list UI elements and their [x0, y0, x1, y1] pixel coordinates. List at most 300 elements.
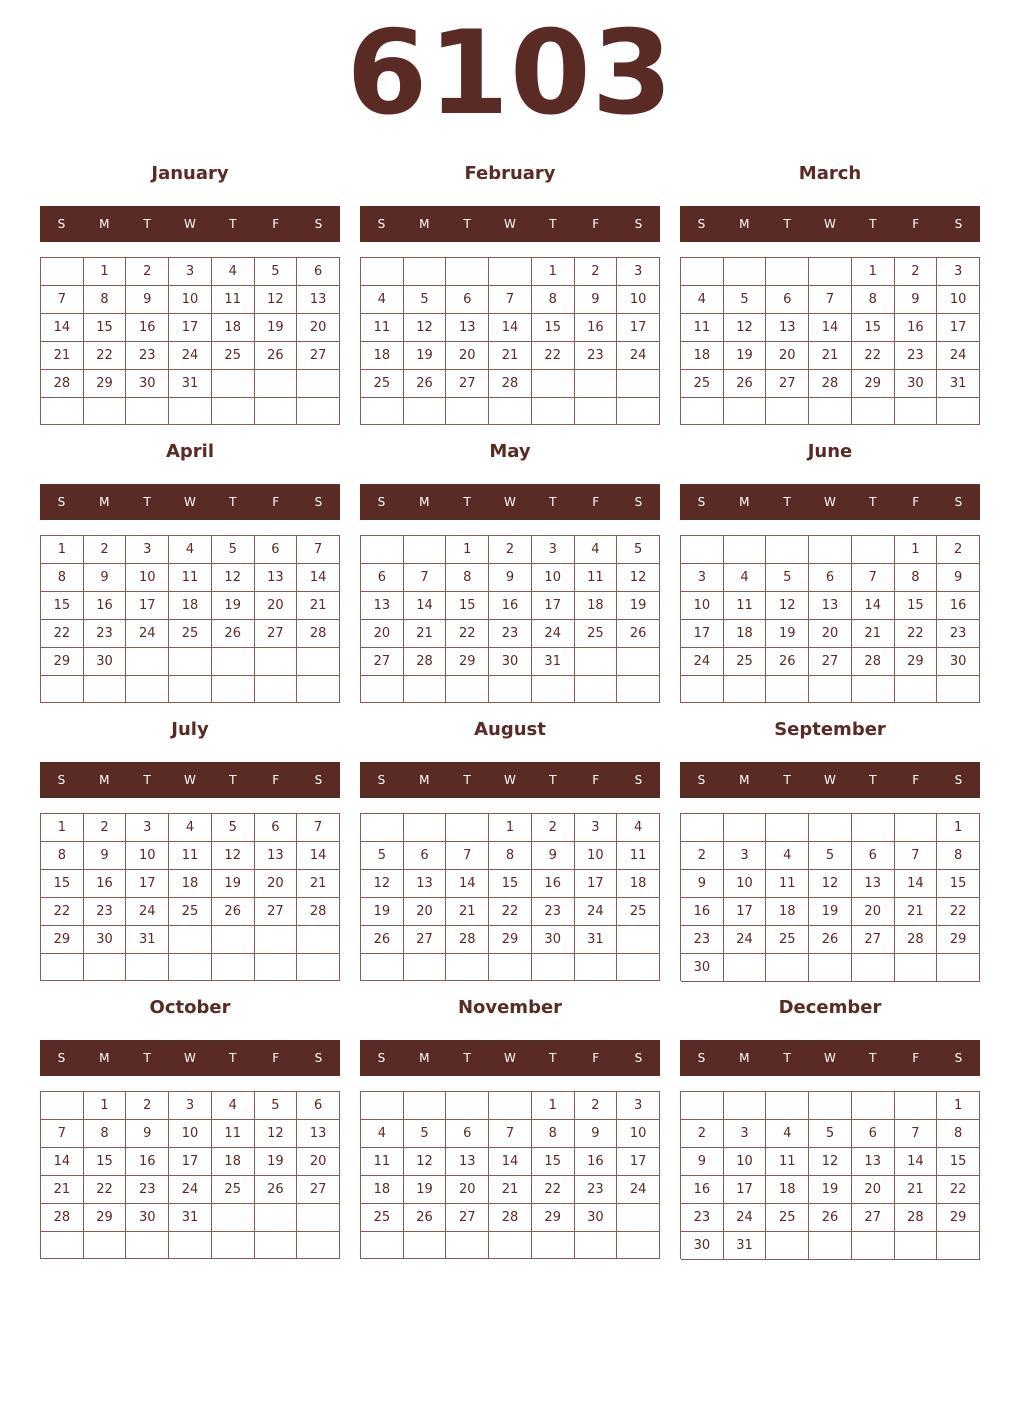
day-cell: 21	[404, 620, 447, 648]
empty-cell	[169, 926, 212, 954]
day-cell: 22	[937, 898, 980, 926]
day-cell: 11	[575, 564, 618, 592]
day-cell: 28	[41, 1204, 84, 1232]
day-cell: 25	[766, 926, 809, 954]
day-cell: 1	[41, 536, 84, 564]
day-cell: 17	[937, 314, 980, 342]
empty-cell	[575, 648, 618, 676]
day-cell: 16	[895, 314, 938, 342]
month-september	[680, 719, 980, 991]
weekday-label: T	[869, 495, 877, 509]
day-cell: 27	[852, 1204, 895, 1232]
empty-cell	[169, 676, 212, 703]
day-cell: 13	[255, 564, 298, 592]
day-cell: 1	[852, 258, 895, 286]
empty-cell	[361, 954, 404, 981]
day-grid	[360, 813, 660, 981]
day-cell: 5	[617, 536, 660, 564]
empty-cell	[297, 926, 340, 954]
day-cell: 5	[724, 286, 767, 314]
weekday-label: S	[57, 495, 66, 509]
weekday-label: F	[592, 495, 600, 509]
empty-cell	[895, 676, 938, 703]
empty-cell	[766, 1232, 809, 1260]
day-cell: 22	[84, 1176, 127, 1204]
day-cell: 24	[724, 1204, 767, 1232]
day-cell: 3	[681, 564, 724, 592]
weekday-label: T	[549, 773, 557, 787]
day-cell: 6	[297, 258, 340, 286]
day-cell: 12	[404, 314, 447, 342]
empty-cell	[809, 814, 852, 842]
day-cell: 20	[852, 1176, 895, 1204]
weekday-header	[360, 484, 660, 520]
weekday-label: M	[739, 773, 750, 787]
empty-cell	[681, 814, 724, 842]
day-cell: 30	[532, 926, 575, 954]
weekday-label: W	[184, 217, 196, 231]
day-cell: 30	[126, 370, 169, 398]
empty-cell	[84, 398, 127, 425]
weekday-label: S	[954, 1051, 963, 1065]
day-cell: 26	[617, 620, 660, 648]
day-cell: 19	[212, 870, 255, 898]
day-cell: 13	[852, 870, 895, 898]
day-cell: 9	[84, 564, 127, 592]
day-cell: 29	[41, 926, 84, 954]
day-cell: 9	[575, 1120, 618, 1148]
day-cell: 20	[255, 592, 298, 620]
weekday-label: T	[783, 217, 791, 231]
empty-cell	[404, 258, 447, 286]
day-cell: 18	[681, 342, 724, 370]
day-cell: 20	[809, 620, 852, 648]
day-cell: 18	[724, 620, 767, 648]
day-cell: 7	[446, 842, 489, 870]
day-cell: 26	[766, 648, 809, 676]
day-cell: 25	[212, 1176, 255, 1204]
day-cell: 20	[446, 342, 489, 370]
month-name: March	[798, 163, 862, 184]
empty-cell	[809, 954, 852, 982]
weekday-label: S	[634, 217, 643, 231]
weekday-label: W	[824, 1051, 836, 1065]
day-cell: 28	[297, 898, 340, 926]
day-cell: 9	[532, 842, 575, 870]
weekday-label: T	[463, 1051, 471, 1065]
empty-cell	[809, 258, 852, 286]
day-cell: 19	[255, 314, 298, 342]
weekday-label: F	[592, 1051, 600, 1065]
weekday-label: T	[229, 1051, 237, 1065]
day-cell: 14	[809, 314, 852, 342]
day-cell: 29	[41, 648, 84, 676]
weekday-label: T	[549, 495, 557, 509]
weekday-label: F	[912, 773, 920, 787]
empty-cell	[895, 954, 938, 982]
day-cell: 1	[895, 536, 938, 564]
day-cell: 14	[297, 564, 340, 592]
day-grid	[680, 535, 980, 703]
empty-cell	[575, 1232, 618, 1259]
day-cell: 2	[681, 1120, 724, 1148]
empty-cell	[489, 954, 532, 981]
day-cell: 29	[84, 370, 127, 398]
day-cell: 12	[212, 842, 255, 870]
day-cell: 11	[617, 842, 660, 870]
weekday-label: S	[314, 217, 323, 231]
day-cell: 21	[852, 620, 895, 648]
empty-cell	[724, 1092, 767, 1120]
day-cell: 29	[532, 1204, 575, 1232]
day-cell: 8	[84, 1120, 127, 1148]
day-cell: 5	[809, 1120, 852, 1148]
month-name: August	[474, 719, 546, 740]
weekday-label: T	[549, 1051, 557, 1065]
day-cell: 1	[446, 536, 489, 564]
day-cell: 27	[809, 648, 852, 676]
weekday-label: T	[229, 773, 237, 787]
weekday-label: T	[549, 217, 557, 231]
day-cell: 16	[489, 592, 532, 620]
weekday-label: S	[57, 217, 66, 231]
day-cell: 12	[255, 286, 298, 314]
day-cell: 28	[404, 648, 447, 676]
empty-cell	[724, 536, 767, 564]
day-cell: 28	[809, 370, 852, 398]
day-cell: 1	[937, 1092, 980, 1120]
weekday-label: M	[419, 217, 430, 231]
day-cell: 6	[809, 564, 852, 592]
day-cell: 7	[489, 286, 532, 314]
empty-cell	[84, 954, 127, 981]
day-cell: 10	[169, 286, 212, 314]
weekday-label: M	[419, 495, 430, 509]
day-cell: 11	[169, 564, 212, 592]
day-grid	[360, 535, 660, 703]
empty-cell	[852, 676, 895, 703]
empty-cell	[895, 814, 938, 842]
day-cell: 19	[617, 592, 660, 620]
weekday-label: M	[99, 1051, 110, 1065]
weekday-label: W	[824, 495, 836, 509]
empty-cell	[532, 370, 575, 398]
empty-cell	[255, 1204, 298, 1232]
empty-cell	[255, 926, 298, 954]
day-cell: 11	[724, 592, 767, 620]
day-cell: 8	[489, 842, 532, 870]
day-cell: 28	[297, 620, 340, 648]
empty-cell	[297, 1204, 340, 1232]
day-cell: 30	[489, 648, 532, 676]
day-cell: 29	[852, 370, 895, 398]
weekday-label: S	[697, 495, 706, 509]
day-cell: 11	[766, 870, 809, 898]
day-cell: 17	[681, 620, 724, 648]
day-cell: 19	[766, 620, 809, 648]
empty-cell	[84, 1232, 127, 1259]
day-cell: 4	[212, 258, 255, 286]
weekday-label: T	[783, 1051, 791, 1065]
empty-cell	[446, 398, 489, 425]
day-cell: 24	[169, 342, 212, 370]
day-cell: 1	[937, 814, 980, 842]
empty-cell	[169, 1232, 212, 1259]
month-name: December	[778, 997, 882, 1018]
day-cell: 20	[446, 1176, 489, 1204]
empty-cell	[575, 370, 618, 398]
day-cell: 2	[532, 814, 575, 842]
weekday-label: T	[783, 495, 791, 509]
empty-cell	[404, 1092, 447, 1120]
day-cell: 4	[575, 536, 618, 564]
day-cell: 27	[404, 926, 447, 954]
day-cell: 22	[895, 620, 938, 648]
empty-cell	[297, 676, 340, 703]
day-cell: 5	[404, 1120, 447, 1148]
day-cell: 15	[41, 592, 84, 620]
day-grid	[680, 1091, 980, 1259]
day-cell: 24	[126, 898, 169, 926]
day-cell: 5	[404, 286, 447, 314]
month-october	[40, 997, 340, 1269]
weekday-label: S	[57, 1051, 66, 1065]
day-cell: 15	[446, 592, 489, 620]
day-cell: 19	[404, 1176, 447, 1204]
empty-cell	[575, 676, 618, 703]
day-cell: 22	[41, 620, 84, 648]
day-cell: 7	[297, 814, 340, 842]
month-december	[680, 997, 980, 1269]
empty-cell	[126, 954, 169, 981]
day-cell: 18	[169, 592, 212, 620]
weekday-label: M	[419, 1051, 430, 1065]
day-cell: 15	[84, 1148, 127, 1176]
day-cell: 24	[169, 1176, 212, 1204]
day-cell: 11	[169, 842, 212, 870]
day-cell: 10	[532, 564, 575, 592]
empty-cell	[297, 398, 340, 425]
empty-cell	[41, 398, 84, 425]
empty-cell	[361, 398, 404, 425]
weekday-label: S	[314, 495, 323, 509]
day-cell: 1	[84, 1092, 127, 1120]
empty-cell	[169, 398, 212, 425]
empty-cell	[84, 676, 127, 703]
empty-cell	[361, 1232, 404, 1259]
day-cell: 22	[852, 342, 895, 370]
day-cell: 30	[681, 1232, 724, 1260]
day-cell: 22	[84, 342, 127, 370]
day-cell: 5	[766, 564, 809, 592]
weekday-label: S	[697, 1051, 706, 1065]
day-cell: 17	[724, 898, 767, 926]
day-cell: 25	[724, 648, 767, 676]
weekday-label: S	[634, 773, 643, 787]
day-cell: 4	[169, 536, 212, 564]
day-cell: 2	[575, 1092, 618, 1120]
weekday-label: W	[504, 495, 516, 509]
day-cell: 20	[255, 870, 298, 898]
day-cell: 21	[297, 592, 340, 620]
day-cell: 14	[895, 1148, 938, 1176]
month-name: October	[149, 997, 231, 1018]
empty-cell	[297, 1232, 340, 1259]
empty-cell	[446, 258, 489, 286]
day-cell: 8	[41, 842, 84, 870]
empty-cell	[681, 676, 724, 703]
day-cell: 20	[297, 314, 340, 342]
day-cell: 26	[724, 370, 767, 398]
weekday-label: F	[272, 773, 280, 787]
weekday-header	[40, 762, 340, 798]
day-cell: 12	[809, 870, 852, 898]
day-cell: 23	[532, 898, 575, 926]
day-cell: 25	[169, 620, 212, 648]
day-cell: 2	[575, 258, 618, 286]
empty-cell	[41, 258, 84, 286]
weekday-label: T	[463, 217, 471, 231]
day-cell: 13	[404, 870, 447, 898]
day-cell: 14	[297, 842, 340, 870]
day-cell: 10	[126, 564, 169, 592]
empty-cell	[681, 536, 724, 564]
day-cell: 17	[126, 870, 169, 898]
empty-cell	[937, 954, 980, 982]
empty-cell	[937, 398, 980, 425]
day-cell: 22	[532, 342, 575, 370]
day-cell: 20	[361, 620, 404, 648]
day-cell: 26	[255, 1176, 298, 1204]
day-grid	[680, 257, 980, 425]
weekday-label: W	[824, 773, 836, 787]
day-cell: 19	[809, 1176, 852, 1204]
empty-cell	[766, 536, 809, 564]
weekday-label: W	[184, 1051, 196, 1065]
empty-cell	[446, 676, 489, 703]
day-cell: 10	[169, 1120, 212, 1148]
empty-cell	[212, 1232, 255, 1259]
day-cell: 22	[41, 898, 84, 926]
weekday-label: F	[592, 217, 600, 231]
day-cell: 16	[126, 1148, 169, 1176]
weekday-label: T	[869, 773, 877, 787]
day-cell: 18	[361, 342, 404, 370]
empty-cell	[766, 398, 809, 425]
day-cell: 13	[446, 314, 489, 342]
weekday-label: M	[99, 773, 110, 787]
day-cell: 15	[532, 314, 575, 342]
empty-cell	[489, 676, 532, 703]
day-cell: 1	[532, 258, 575, 286]
day-cell: 25	[361, 370, 404, 398]
day-cell: 18	[361, 1176, 404, 1204]
month-name: February	[464, 163, 556, 184]
day-cell: 8	[852, 286, 895, 314]
empty-cell	[361, 814, 404, 842]
day-cell: 31	[169, 1204, 212, 1232]
day-cell: 16	[126, 314, 169, 342]
day-cell: 19	[724, 342, 767, 370]
day-cell: 25	[617, 898, 660, 926]
day-cell: 2	[126, 1092, 169, 1120]
day-cell: 21	[895, 1176, 938, 1204]
empty-cell	[766, 258, 809, 286]
day-cell: 4	[766, 1120, 809, 1148]
empty-cell	[852, 814, 895, 842]
day-cell: 31	[169, 370, 212, 398]
day-cell: 6	[297, 1092, 340, 1120]
day-cell: 30	[84, 926, 127, 954]
weekday-label: F	[272, 217, 280, 231]
empty-cell	[212, 370, 255, 398]
empty-cell	[126, 648, 169, 676]
day-cell: 31	[126, 926, 169, 954]
day-cell: 15	[895, 592, 938, 620]
day-cell: 25	[766, 1204, 809, 1232]
day-cell: 3	[617, 258, 660, 286]
day-cell: 20	[766, 342, 809, 370]
empty-cell	[617, 398, 660, 425]
weekday-label: W	[184, 495, 196, 509]
day-cell: 23	[895, 342, 938, 370]
empty-cell	[361, 1092, 404, 1120]
empty-cell	[41, 1092, 84, 1120]
empty-cell	[404, 814, 447, 842]
day-cell: 20	[404, 898, 447, 926]
day-cell: 8	[532, 286, 575, 314]
day-cell: 28	[895, 926, 938, 954]
empty-cell	[41, 676, 84, 703]
day-grid	[40, 257, 340, 425]
day-cell: 3	[575, 814, 618, 842]
day-cell: 28	[446, 926, 489, 954]
month-november	[360, 997, 660, 1269]
empty-cell	[724, 258, 767, 286]
empty-cell	[809, 1092, 852, 1120]
day-cell: 6	[852, 1120, 895, 1148]
day-cell: 3	[724, 842, 767, 870]
day-cell: 17	[126, 592, 169, 620]
day-cell: 30	[126, 1204, 169, 1232]
day-cell: 11	[212, 286, 255, 314]
weekday-header	[360, 762, 660, 798]
day-cell: 7	[895, 842, 938, 870]
day-cell: 4	[724, 564, 767, 592]
day-grid	[40, 535, 340, 703]
empty-cell	[404, 676, 447, 703]
day-cell: 27	[446, 370, 489, 398]
empty-cell	[169, 954, 212, 981]
day-cell: 20	[852, 898, 895, 926]
day-cell: 16	[681, 1176, 724, 1204]
day-cell: 26	[212, 898, 255, 926]
empty-cell	[169, 648, 212, 676]
empty-cell	[255, 676, 298, 703]
weekday-label: T	[463, 495, 471, 509]
weekday-label: F	[912, 495, 920, 509]
day-cell: 31	[724, 1232, 767, 1260]
day-cell: 3	[532, 536, 575, 564]
day-cell: 21	[41, 342, 84, 370]
empty-cell	[41, 1232, 84, 1259]
empty-cell	[617, 648, 660, 676]
day-cell: 24	[681, 648, 724, 676]
day-cell: 10	[937, 286, 980, 314]
day-cell: 17	[532, 592, 575, 620]
day-cell: 31	[575, 926, 618, 954]
empty-cell	[297, 648, 340, 676]
